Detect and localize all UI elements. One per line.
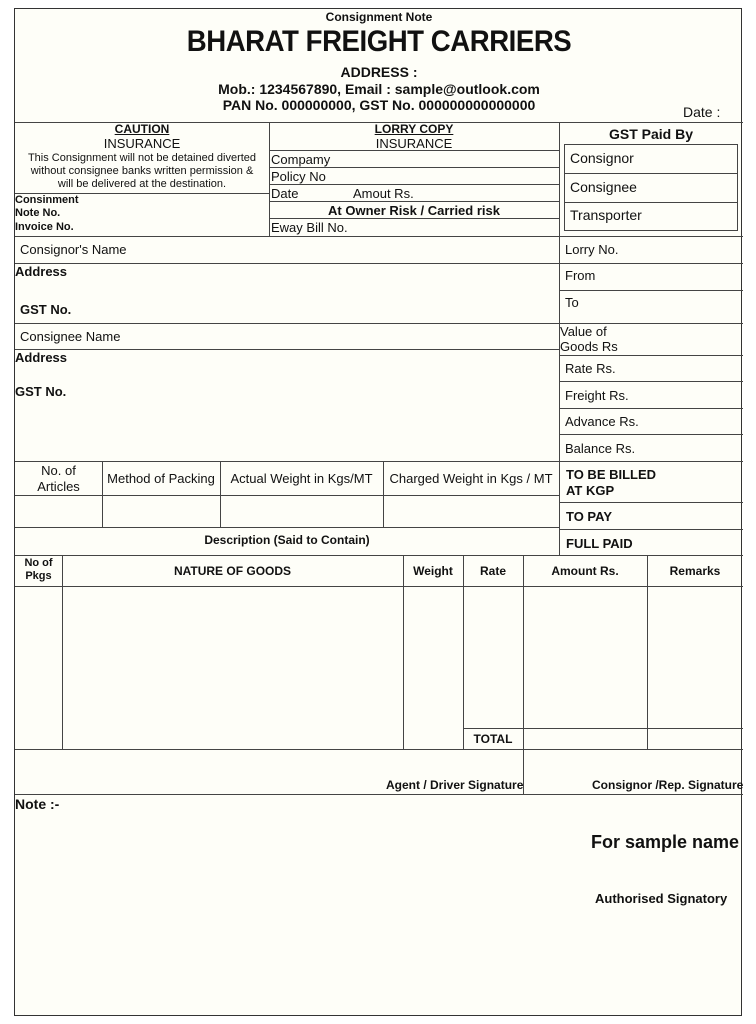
nature-of-goods-header: NATURE OF GOODS [173, 564, 292, 578]
lorry-no-label: Lorry No. [565, 242, 619, 257]
pan-gst-line: PAN No. 000000000, GST No. 000000000000000 [222, 97, 536, 113]
date-label: Date : [683, 104, 721, 120]
remarks-header: Remarks [669, 564, 721, 578]
consignor-signature-label: Consignor /Rep. Signature [592, 778, 744, 792]
caution-title: CAUTION [114, 122, 170, 136]
charged-weight-header: Charged Weight in Kgs / MT [389, 471, 553, 486]
gst-option-consignor: Consignor [570, 150, 634, 166]
consignor-name-label: Consignor's Name [20, 242, 127, 257]
no-of-articles-header: No. of Articles [37, 463, 80, 494]
weight-header: Weight [413, 564, 453, 578]
consignment-note-no-label: Consinment Note No. [15, 194, 79, 219]
total-label: TOTAL [473, 732, 513, 746]
company-field: Compamy [271, 152, 331, 167]
company-name: BHARAT FREIGHT CARRIERS [186, 25, 572, 58]
consignor-address-label: Address [15, 264, 68, 279]
lorry-copy-title: LORRY COPY [374, 122, 454, 136]
actual-weight-header: Actual Weight in Kgs/MT [230, 471, 373, 486]
risk-label: At Owner Risk / Carried risk [328, 203, 500, 218]
amount-field: Amout Rs. [353, 186, 414, 201]
gst-option-consignee: Consignee [570, 179, 637, 195]
consignee-name-label: Consignee Name [20, 329, 121, 344]
policy-no-field: Policy No [271, 169, 326, 184]
authorised-signatory-label: Authorised Signatory [595, 891, 728, 906]
full-paid-label: FULL PAID [566, 536, 633, 551]
packing-method-header: Method of Packing [107, 471, 215, 486]
address-label: ADDRESS : [340, 64, 418, 80]
caution-text: This Consignment will not be detained diverted without consignee banks written permission & will be delivered at the destination. [27, 152, 257, 190]
consignee-gst-label: GST No. [15, 384, 67, 399]
gst-paid-by-title: GST Paid By [608, 126, 694, 142]
amount-header: Amount Rs. [551, 564, 619, 578]
for-company-name: For sample name [591, 832, 740, 852]
rate-label: Rate Rs. [565, 361, 616, 376]
balance-label: Balance Rs. [565, 441, 636, 456]
value-of-goods-label: Value of Goods Rs [560, 324, 618, 354]
gst-option-transporter: Transporter [570, 207, 642, 223]
description-label: Description (Said to Contain) [204, 533, 370, 547]
invoice-no-label: Invoice No. [15, 221, 74, 233]
date-field: Date [271, 186, 299, 201]
caution-insurance: INSURANCE [103, 136, 181, 151]
contact-line: Mob.: 1234567890, Email : sample@outlook.com [218, 81, 540, 97]
rate-header: Rate [479, 564, 506, 578]
note-label: Note :- [15, 796, 60, 812]
to-pay-label: TO PAY [566, 509, 613, 524]
eway-bill-field: Eway Bill No. [271, 220, 348, 235]
lorry-copy-insurance: INSURANCE [375, 136, 453, 151]
note-type: Consignment Note [325, 10, 433, 24]
freight-label: Freight Rs. [565, 388, 629, 403]
consignor-gst-label: GST No. [20, 302, 72, 317]
pkgs-header: No of Pkgs [24, 557, 53, 582]
from-label: From [565, 268, 596, 283]
agent-signature-label: Agent / Driver Signature [386, 778, 524, 792]
consignment-note-sheet [14, 8, 742, 1016]
to-label: To [565, 295, 579, 310]
advance-label: Advance Rs. [565, 414, 639, 429]
to-be-billed-label: TO BE BILLED AT KGP [566, 467, 657, 498]
consignee-address-label: Address [15, 350, 68, 365]
